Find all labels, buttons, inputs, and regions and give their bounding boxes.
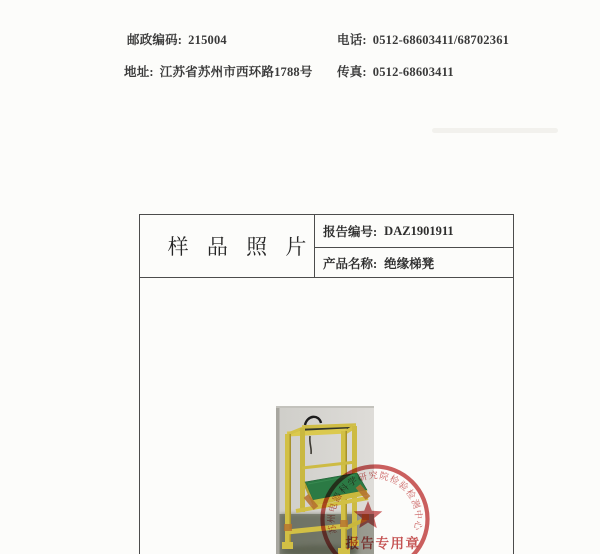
report-number-label: 报告编号: xyxy=(323,225,378,239)
phone-label: 电话: xyxy=(337,33,367,47)
stool-back-left-leg xyxy=(300,428,305,512)
stamp-star-icon xyxy=(354,501,383,528)
stool-top-back-rail xyxy=(302,425,356,427)
fax-line xyxy=(337,62,454,80)
report-number-value: DAZ1901911 xyxy=(384,223,454,238)
front-left-foot xyxy=(282,542,293,549)
report-number-cell xyxy=(315,215,513,248)
fax-value: 0512-68603411 xyxy=(372,65,454,79)
stamp-bottom-text: 报告专用章 xyxy=(345,536,421,552)
postal-code-label: 邮政编码: xyxy=(127,33,183,47)
postal-code-value: 215004 xyxy=(188,33,227,47)
address-label: 地址: xyxy=(124,65,154,79)
address-line xyxy=(124,62,313,80)
table-header-row xyxy=(140,215,513,278)
postal-code-line xyxy=(127,30,227,48)
sample-photo-title-cell xyxy=(140,215,315,277)
table-header-right-column xyxy=(315,215,513,277)
fax-label: 传真: xyxy=(337,65,367,79)
stamp-ring-text: 苏州电器科学研究院检验检测中心 xyxy=(326,470,424,535)
red-seal-stamp xyxy=(310,454,440,554)
scan-smudge xyxy=(432,128,558,133)
sample-photo-title: 样 品 照 片 xyxy=(167,235,307,259)
rung-tape-left xyxy=(284,524,292,531)
photo-top-edge xyxy=(276,406,374,408)
product-name-value: 绝缘梯凳 xyxy=(384,256,435,271)
product-name-label: 产品名称: xyxy=(323,256,378,271)
phone-line xyxy=(337,30,509,48)
address-value: 江苏省苏州市西环路1788号 xyxy=(159,65,313,79)
product-name-cell xyxy=(315,248,513,277)
phone-value: 0512-68603411/68702361 xyxy=(372,33,510,47)
photo-left-edge xyxy=(276,406,280,554)
